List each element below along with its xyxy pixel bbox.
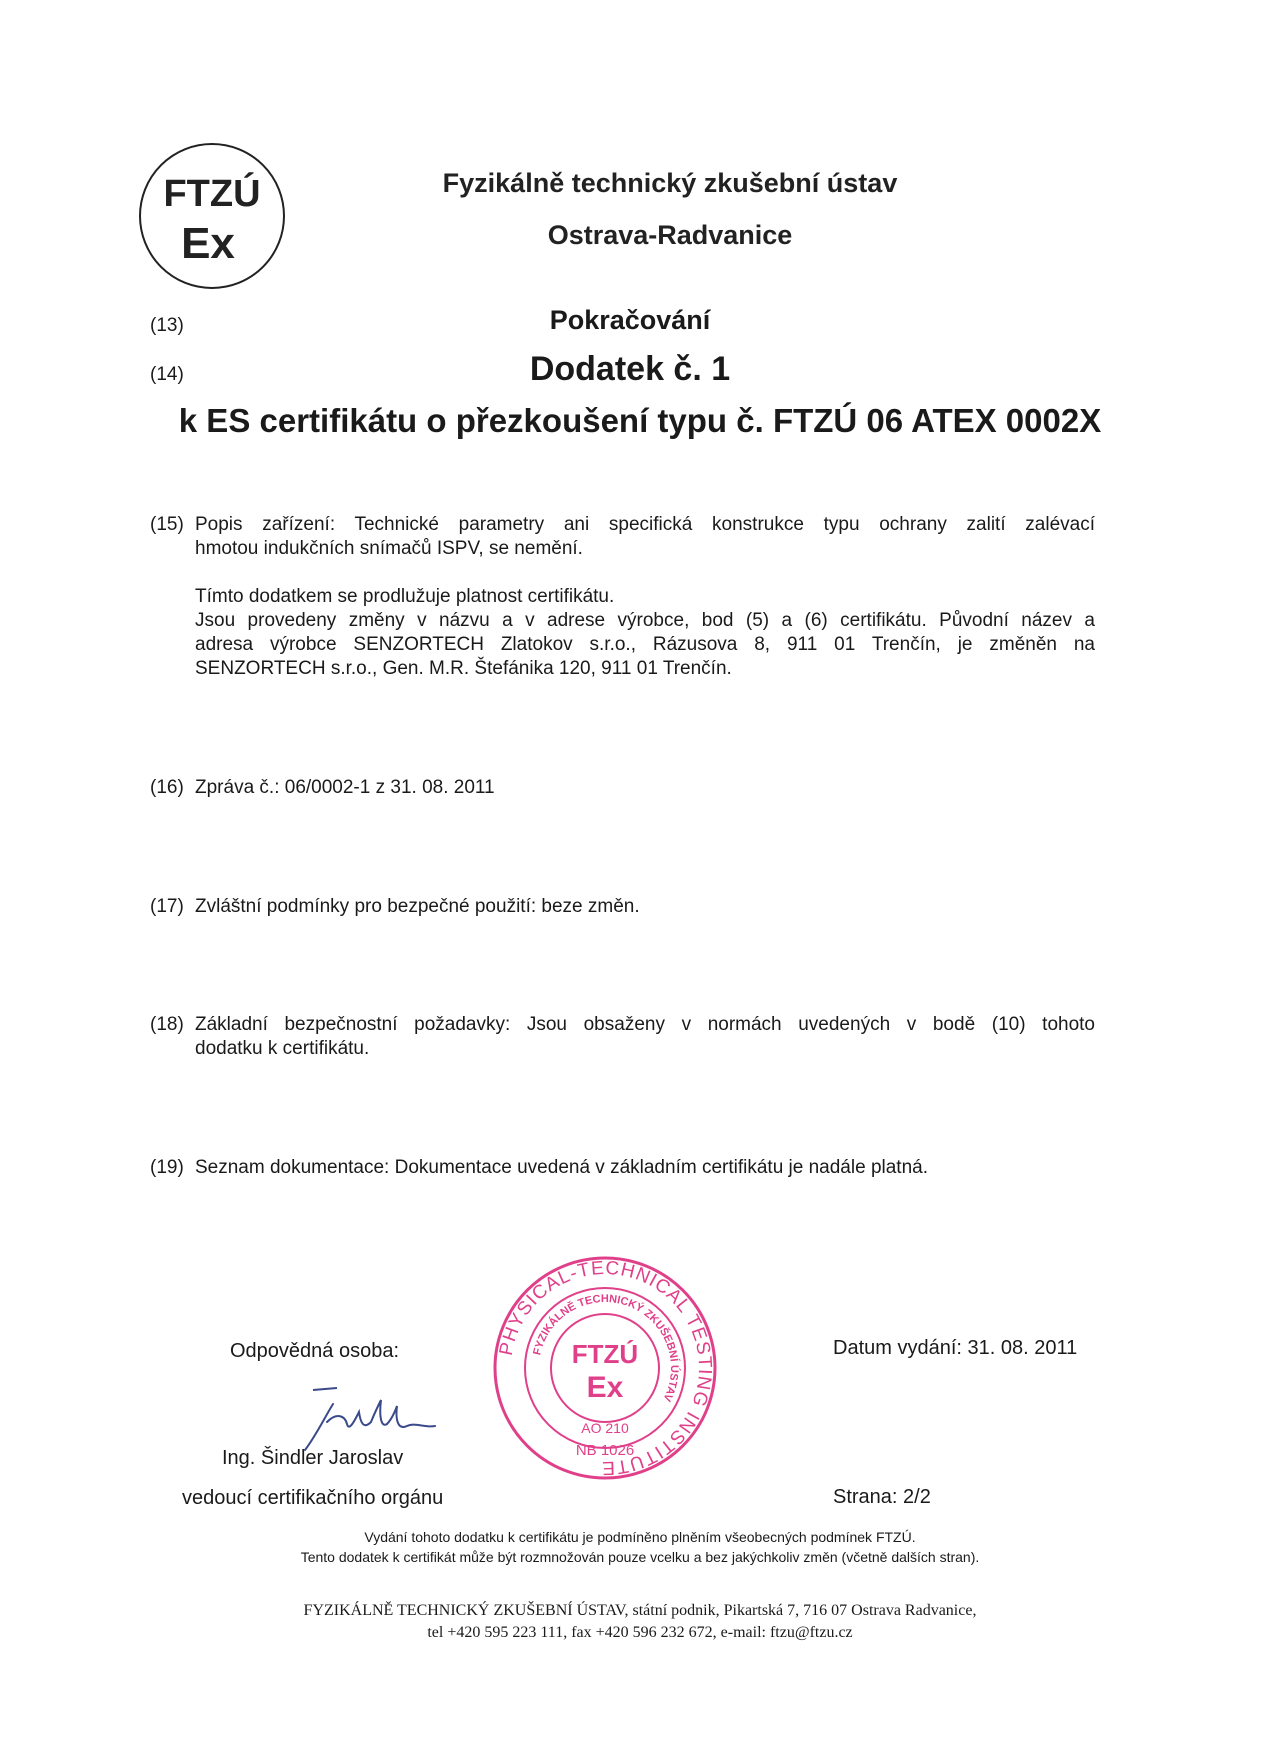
section-text-line: Základní bezpečnostní požadavky: Jsou obsaženy v normách uvedených v bodě (10) tohoto bbox=[195, 1014, 1095, 1035]
footer-address-1: FYZIKÁLNĚ TECHNICKÝ ZKUŠEBNÍ ÚSTAV, státní podnik, Pikartská 7, 716 07 Ostrava Radvanice, bbox=[303, 1602, 977, 1619]
section-text-line: SENZORTECH s.r.o., Gen. M.R. Štefánika 120, 911 01 Trenčín. bbox=[195, 658, 732, 679]
certificate-title: k ES certifikátu o přezkoušení typu č. FTZÚ 06 ATEX 0002X bbox=[178, 402, 1102, 439]
institute-name: Fyzikálně technický zkušební ústav bbox=[442, 168, 898, 198]
section-number: (18) bbox=[150, 1014, 184, 1035]
stamp-code-nb: NB 1026 bbox=[575, 1442, 635, 1459]
footer-address-2: tel +420 595 223 111, fax +420 596 232 672, e-mail: ftzu@ftzu.cz bbox=[427, 1624, 853, 1641]
section-number: (17) bbox=[150, 896, 184, 917]
section-text: Seznam dokumentace: Dokumentace uvedená v základním certifikátu je nadále platná. bbox=[195, 1157, 928, 1178]
section-body bbox=[195, 1013, 1095, 1061]
section-text-line: dodatku k certifikátu. bbox=[195, 1038, 370, 1059]
logo-text-bottom: Ex bbox=[181, 219, 235, 268]
section-text-line: Popis zařízení: Technické parametry ani specifická konstrukce typu ochrany zalití zalévací bbox=[195, 514, 1095, 535]
continuation-heading: Pokračování bbox=[549, 305, 711, 335]
responsible-person-label: Odpovědná osoba: bbox=[230, 1340, 400, 1362]
stamp-code-ao: AO 210 bbox=[581, 1420, 629, 1436]
issue-date: Datum vydání: 31. 08. 2011 bbox=[833, 1337, 1078, 1359]
section-16 bbox=[150, 776, 1095, 800]
section-number: (19) bbox=[150, 1157, 184, 1178]
official-stamp bbox=[492, 1255, 718, 1481]
section-text: Zpráva č.: 06/0002-1 z 31. 08. 2011 bbox=[195, 777, 495, 798]
handwritten-signature bbox=[275, 1382, 445, 1457]
stamp-inner-text: FYZIKÁLNĚ TECHNICKÝ ZKUŠEBNÍ ÚSTAV bbox=[531, 1292, 681, 1404]
section-number: (15) bbox=[150, 514, 184, 535]
ftzu-ex-logo bbox=[136, 140, 288, 292]
section-19 bbox=[150, 1156, 1095, 1180]
section-text-line: hmotou indukčních snímačů ISPV, se nemění. bbox=[195, 538, 583, 559]
section-text-line: Jsou provedeny změny v názvu a v adrese výrobce, bod (5) a (6) certifikátu. Původní název a bbox=[195, 610, 1095, 631]
section-number: (16) bbox=[150, 777, 184, 798]
footer-note-1: Vydání tohoto dodatku k certifikátu je podmíněno plněním všeobecných podmínek FTZÚ. bbox=[364, 1529, 916, 1545]
stamp-center-bottom: Ex bbox=[586, 1371, 624, 1404]
footer-note-2: Tento dodatek k certifikát může být rozmnožován pouze vcelku a bez jakýchkoliv změn (včetně dalších stran). bbox=[300, 1549, 980, 1565]
section-17 bbox=[150, 895, 1095, 919]
section-text-line: Tímto dodatkem se prodlužuje platnost certifikátu. bbox=[195, 586, 615, 607]
section-18 bbox=[150, 1013, 1095, 1061]
section-15 bbox=[150, 513, 1095, 681]
signatory-name: Ing. Šindler Jaroslav bbox=[222, 1447, 404, 1469]
ref-14: (14) bbox=[150, 364, 184, 385]
section-text-line: adresa výrobce SENZORTECH Zlatokov s.r.o., Rázusova 8, 911 01 Trenčín, je změněn na bbox=[195, 634, 1095, 655]
stamp-outer-text: PHYSICAL-TECHNICAL TESTING INSTITUTE bbox=[495, 1257, 716, 1479]
ref-13: (13) bbox=[150, 315, 184, 336]
section-text: Zvláštní podmínky pro bezpečné použití: beze změn. bbox=[195, 896, 640, 917]
page-number: Strana: 2/2 bbox=[833, 1486, 931, 1508]
signatory-role: vedoucí certifikačního orgánu bbox=[182, 1487, 444, 1509]
logo-text-top: FTZÚ bbox=[163, 173, 261, 215]
institute-location: Ostrava-Radvanice bbox=[547, 220, 793, 250]
section-body bbox=[195, 513, 1095, 681]
addendum-heading: Dodatek č. 1 bbox=[529, 350, 731, 388]
stamp-center-top: FTZÚ bbox=[571, 1339, 639, 1369]
